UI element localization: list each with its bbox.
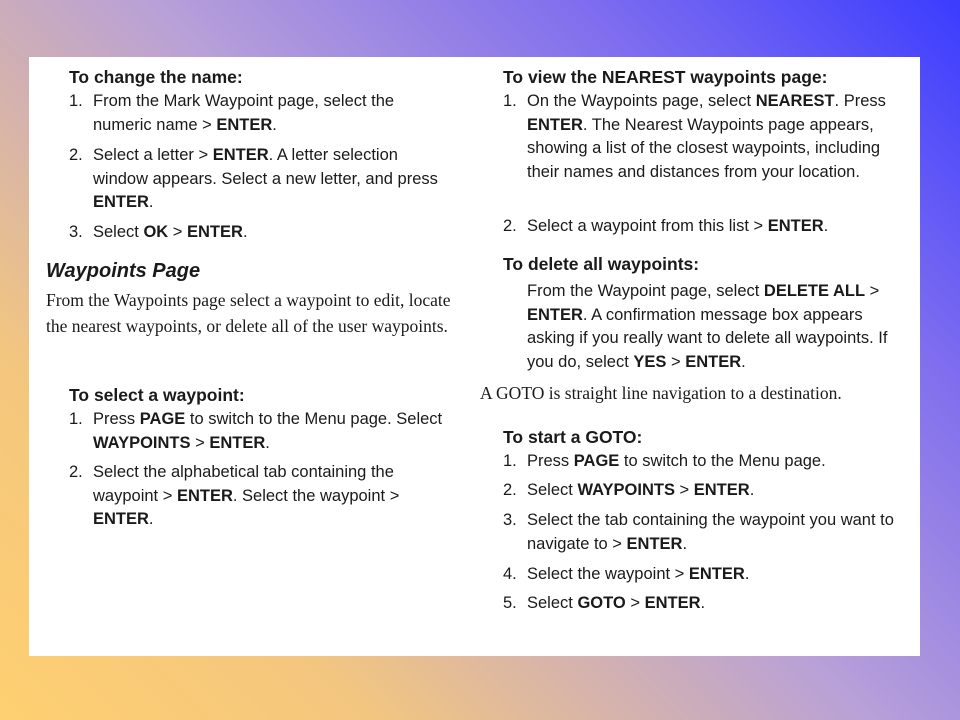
step-text: Press PAGE to switch to the Menu page. Select WAYPOINTS > ENTER.: [93, 410, 443, 452]
key-term: ENTER: [93, 193, 149, 211]
waypoints-page-heading: Waypoints Page: [46, 260, 201, 282]
step-number: 2.: [503, 481, 517, 499]
delete-all-text: From the Waypoint page, select DELETE ALL > ENTER. A confirmation message box appears asking if you really want to delete all waypoints. If you do, select YES > ENTER.: [527, 282, 888, 371]
key-term: ENTER: [767, 217, 824, 235]
step-number: 2.: [69, 146, 83, 164]
view-nearest-heading: To view the NEAREST waypoints page:: [503, 67, 828, 87]
key-term: PAGE: [139, 410, 186, 428]
delete-all-heading: To delete all waypoints:: [503, 254, 700, 274]
change-name-heading: To change the name:: [69, 67, 243, 87]
key-term: ENTER: [216, 115, 273, 134]
key-term: ENTER: [209, 433, 266, 452]
key-term: DELETE ALL: [763, 282, 866, 300]
key-term: GOTO: [577, 594, 626, 612]
step-number: 3.: [503, 511, 517, 529]
step-text: Select the alphabetical tab containing the waypoint > ENTER. Select the waypoint > ENTER.: [93, 463, 400, 528]
key-term: YES: [633, 352, 667, 371]
key-term: ENTER: [685, 352, 742, 371]
step-text: Select GOTO > ENTER.: [527, 594, 706, 612]
goto-note: A GOTO is straight line navigation to a destination.: [480, 383, 842, 403]
key-term: ENTER: [527, 305, 583, 324]
key-term: WAYPOINTS: [93, 433, 191, 452]
step-number: 4.: [503, 565, 517, 583]
start-goto-heading: To start a GOTO:: [503, 427, 643, 447]
key-term: ENTER: [187, 223, 243, 241]
key-term: WAYPOINTS: [577, 481, 675, 499]
key-term: ENTER: [527, 115, 583, 134]
step-number: 1.: [503, 92, 517, 110]
key-term: ENTER: [93, 510, 149, 528]
step-number: 2.: [503, 217, 517, 235]
key-term: NEAREST: [755, 92, 835, 110]
step-text: Select the waypoint > ENTER.: [527, 565, 750, 583]
key-term: PAGE: [573, 452, 620, 470]
key-term: ENTER: [688, 565, 745, 583]
step-number: 1.: [69, 92, 83, 110]
step-text: Select OK > ENTER.: [93, 223, 248, 241]
key-term: ENTER: [626, 534, 683, 553]
key-term: ENTER: [693, 481, 750, 499]
key-term: ENTER: [644, 594, 701, 612]
step-text: On the Waypoints page, select NEAREST. Press ENTER. The Nearest Waypoints page appears, showing a list of the closest waypoints, including their names and distances from your location.: [527, 92, 886, 181]
step-text: Select a letter > ENTER. A letter selection window appears. Select a new letter, and press ENTER.: [93, 146, 438, 211]
step-number: 1.: [503, 452, 517, 470]
step-text: Select WAYPOINTS > ENTER.: [527, 481, 755, 499]
step-number: 5.: [503, 594, 517, 612]
key-term: ENTER: [212, 146, 269, 164]
key-term: ENTER: [176, 486, 233, 505]
step-number: 1.: [69, 410, 83, 428]
step-number: 2.: [69, 463, 83, 481]
step-text: From the Mark Waypoint page, select the numeric name > ENTER.: [93, 92, 395, 134]
document-page: [29, 57, 920, 656]
step-text: Select the tab containing the waypoint you want to navigate to > ENTER.: [527, 511, 894, 553]
key-term: OK: [143, 223, 169, 241]
step-text: Press PAGE to switch to the Menu page.: [527, 452, 826, 470]
step-text: Select a waypoint from this list > ENTER.: [527, 217, 829, 235]
select-waypoint-heading: To select a waypoint:: [69, 385, 245, 405]
step-number: 3.: [69, 223, 83, 241]
waypoints-page-intro: From the Waypoints page select a waypoint to edit, locate the nearest waypoints, or delete all of the user waypoints.: [46, 290, 451, 336]
